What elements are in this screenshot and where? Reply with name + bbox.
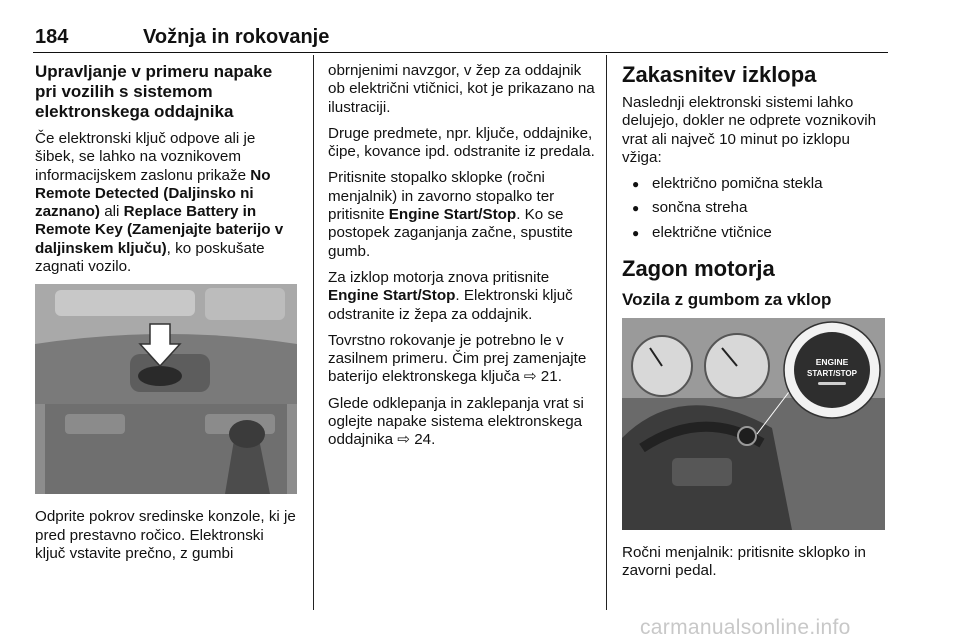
text: . Ko se postopek zaganjanja začne, spustite gumb.: [328, 206, 573, 260]
start-stop-label: START/STOP: [807, 369, 857, 379]
bold-text: Replace Battery in Remote Key (Zamenjajte baterijo v daljinskem ključu): [35, 203, 284, 257]
bold-text: No Remote Detected (Daljinsko ni zaznano): [35, 166, 271, 221]
text: Tovrstno rokovanje je potrebno le v zasilnem primeru. Čim prej zamenjajte baterijo elektronskega ključa: [328, 331, 587, 386]
paragraph: [35, 130, 297, 276]
column-divider: [313, 55, 314, 610]
text: , ko poskušate zagnati vozilo.: [35, 239, 265, 276]
dashboard-illustration: [622, 318, 885, 530]
text: Pritisnite stopalko sklopke (ročni menjalnik) in zavorno stopalko ter pritisnite: [328, 169, 555, 224]
page-title: Vožnja in rokovanje: [143, 26, 330, 48]
figure-caption: Ročni menjalnik: pritisnite sklopko in zavorni pedal.: [622, 544, 866, 580]
console-photo: [35, 284, 297, 494]
bold-text: Engine Start/Stop: [388, 206, 517, 224]
column-1: [35, 62, 297, 571]
bullet-list: [622, 175, 890, 242]
list-item: ● sončna streha: [622, 199, 890, 217]
bold-text: Engine Start/Stop: [328, 287, 456, 305]
watermark: carmanualsonline.info: [640, 616, 851, 639]
section-heading-start: Zagon motorja: [622, 256, 775, 282]
paragraph: [328, 269, 596, 324]
paragraph: Druge predmete, npr. ključe, oddajnike, čipe, kovance ipd. odstranite iz predala.: [328, 124, 595, 161]
start-button-photo: [622, 318, 885, 530]
page-reference-link[interactable]: ⇨ 24.: [397, 431, 436, 449]
list-item: ● električno pomična stekla: [622, 175, 890, 193]
subsection-heading: Vozila z gumbom za vklop: [622, 290, 832, 310]
text: Če elektronski ključ odpove ali je šibek, se lahko na voznikovem informacijskem zaslonu prikaže: [35, 130, 256, 184]
page-number: 184: [35, 26, 69, 48]
paragraph: obrnjenimi navzgor, v žep za oddajnik ob električni vtičnici, kot je prikazano na ilustraciji.: [328, 62, 595, 116]
paragraph: [328, 395, 596, 450]
figure-caption: Odprite pokrov sredinske konzole, ki je pred prestavno ročico. Elektronski ključ vstavite prečno, z gumbi: [35, 508, 296, 562]
text: Za izklop motorja znova pritisnite: [328, 268, 550, 286]
paragraph: [328, 332, 596, 387]
text: ali: [99, 203, 124, 221]
column-2: [328, 62, 596, 458]
engine-label: ENGINE: [815, 357, 849, 368]
text: Glede odklepanja in zaklepanja vrat si oglejte napake sistema elektronskega oddajnika: [328, 394, 584, 449]
console-illustration: [35, 284, 297, 494]
paragraph: Naslednji elektronski sistemi lahko delujejo, dokler ne odprete voznikovih vrat ali največ 10 minut po izklopu vžiga:: [622, 94, 877, 166]
page-header: [33, 22, 888, 53]
section-heading-fault: Upravljanje v primeru napake pri vozilih s sistemom elektronskega oddajnika: [35, 62, 273, 121]
list-item: ● električne vtičnice: [622, 224, 890, 242]
column-divider: [606, 55, 607, 610]
text: . Elektronski ključ odstranite iz žepa za oddajnik.: [328, 287, 573, 323]
paragraph: [328, 169, 596, 260]
page-reference-link[interactable]: ⇨ 21.: [523, 368, 562, 386]
section-heading-delay: Zakasnitev izklopa: [622, 62, 817, 87]
column-3: [622, 62, 890, 589]
